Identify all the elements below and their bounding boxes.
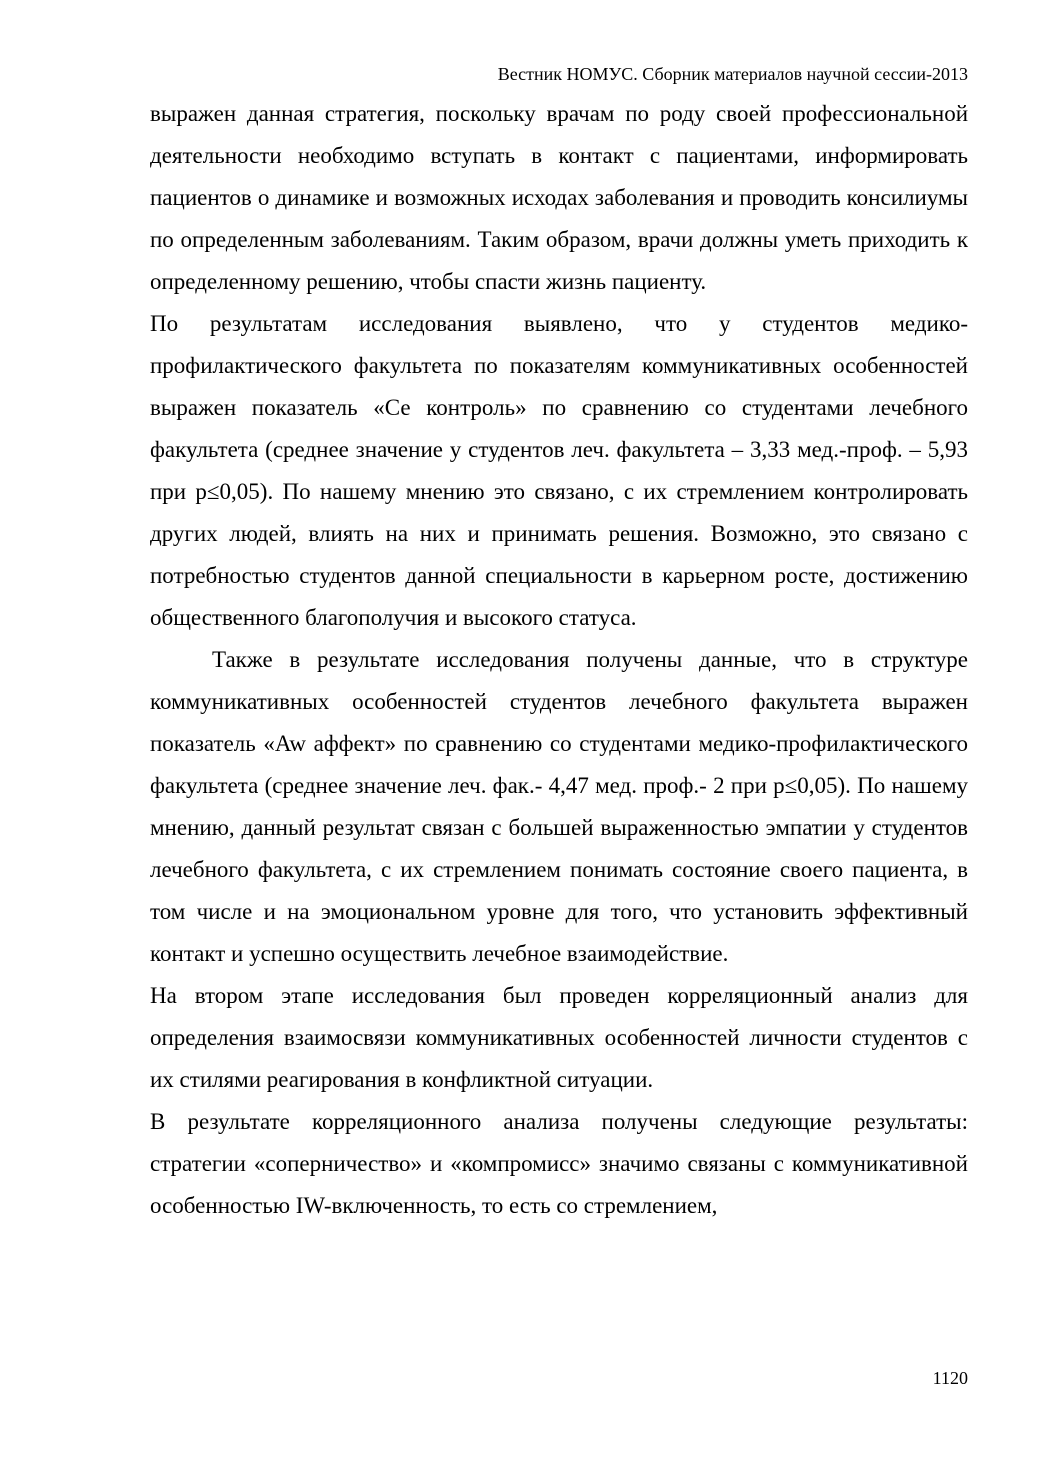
paragraph-control-result: По результатам исследования выявлено, что у студентов медико-профилактического факультета по показателям коммуникативных особенностей выражен показатель «Се контроль» по сравнению со студентами лечебного факультета (среднее значение у студентов леч. факультета – 3,33 мед.-проф. – 5,93 при p≤0,05). По нашему мнению это связано, с их стремлением контролировать других людей, влиять на них и принимать решения. Возможно, это связано с потребностью студентов данной специальности в карьерном росте, достижению общественного благополучия и высокого статуса.	[150, 311, 968, 630]
running-header: Вестник НОМУС. Сборник материалов научной сессии-2013	[497, 64, 968, 84]
paragraph-strategy-explanation: выражен данная стратегия, поскольку врачам по роду своей профессиональной деятельности необходимо вступать в контакт с пациентами, информировать пациентов о динамике и возможных исходах заболевания и проводить консилиумы по определенным заболеваниям. Таким образом, врачи должны уметь приходить к определенному решению, чтобы спасти жизнь пациенту.	[150, 101, 968, 294]
paragraph-correlation-stage: На втором этапе исследования был проведен корреляционный анализ для определения взаимосвязи коммуникативных особенностей личности студентов с их стилями реагирования в конфликтной ситуации.	[150, 983, 968, 1092]
paragraph-correlation-results: В результате корреляционного анализа получены следующие результаты: стратегии «соперничество» и «компромисс» значимо связаны с коммуникативной особенностью IW-включенность, то есть со стремлением,	[150, 1109, 968, 1218]
body-text	[150, 93, 968, 1227]
paragraph-affect-result: Также в результате исследования получены данные, что в структуре коммуникативных особенностей студентов лечебного факультета выражен показатель «Aw аффект» по сравнению со студентами медико-профилактического факультета (среднее значение леч. фак.- 4,47 мед. проф.- 2 при p≤0,05). По нашему мнению, данный результат связан с большей выраженностью эмпатии у студентов лечебного факультета, с их стремлением понимать состояние своего пациента, в том числе и на эмоциональном уровне для того, что установить эффективный контакт и успешно осуществить лечебное взаимодействие.	[150, 647, 968, 966]
page-number: 1120	[932, 1368, 968, 1388]
